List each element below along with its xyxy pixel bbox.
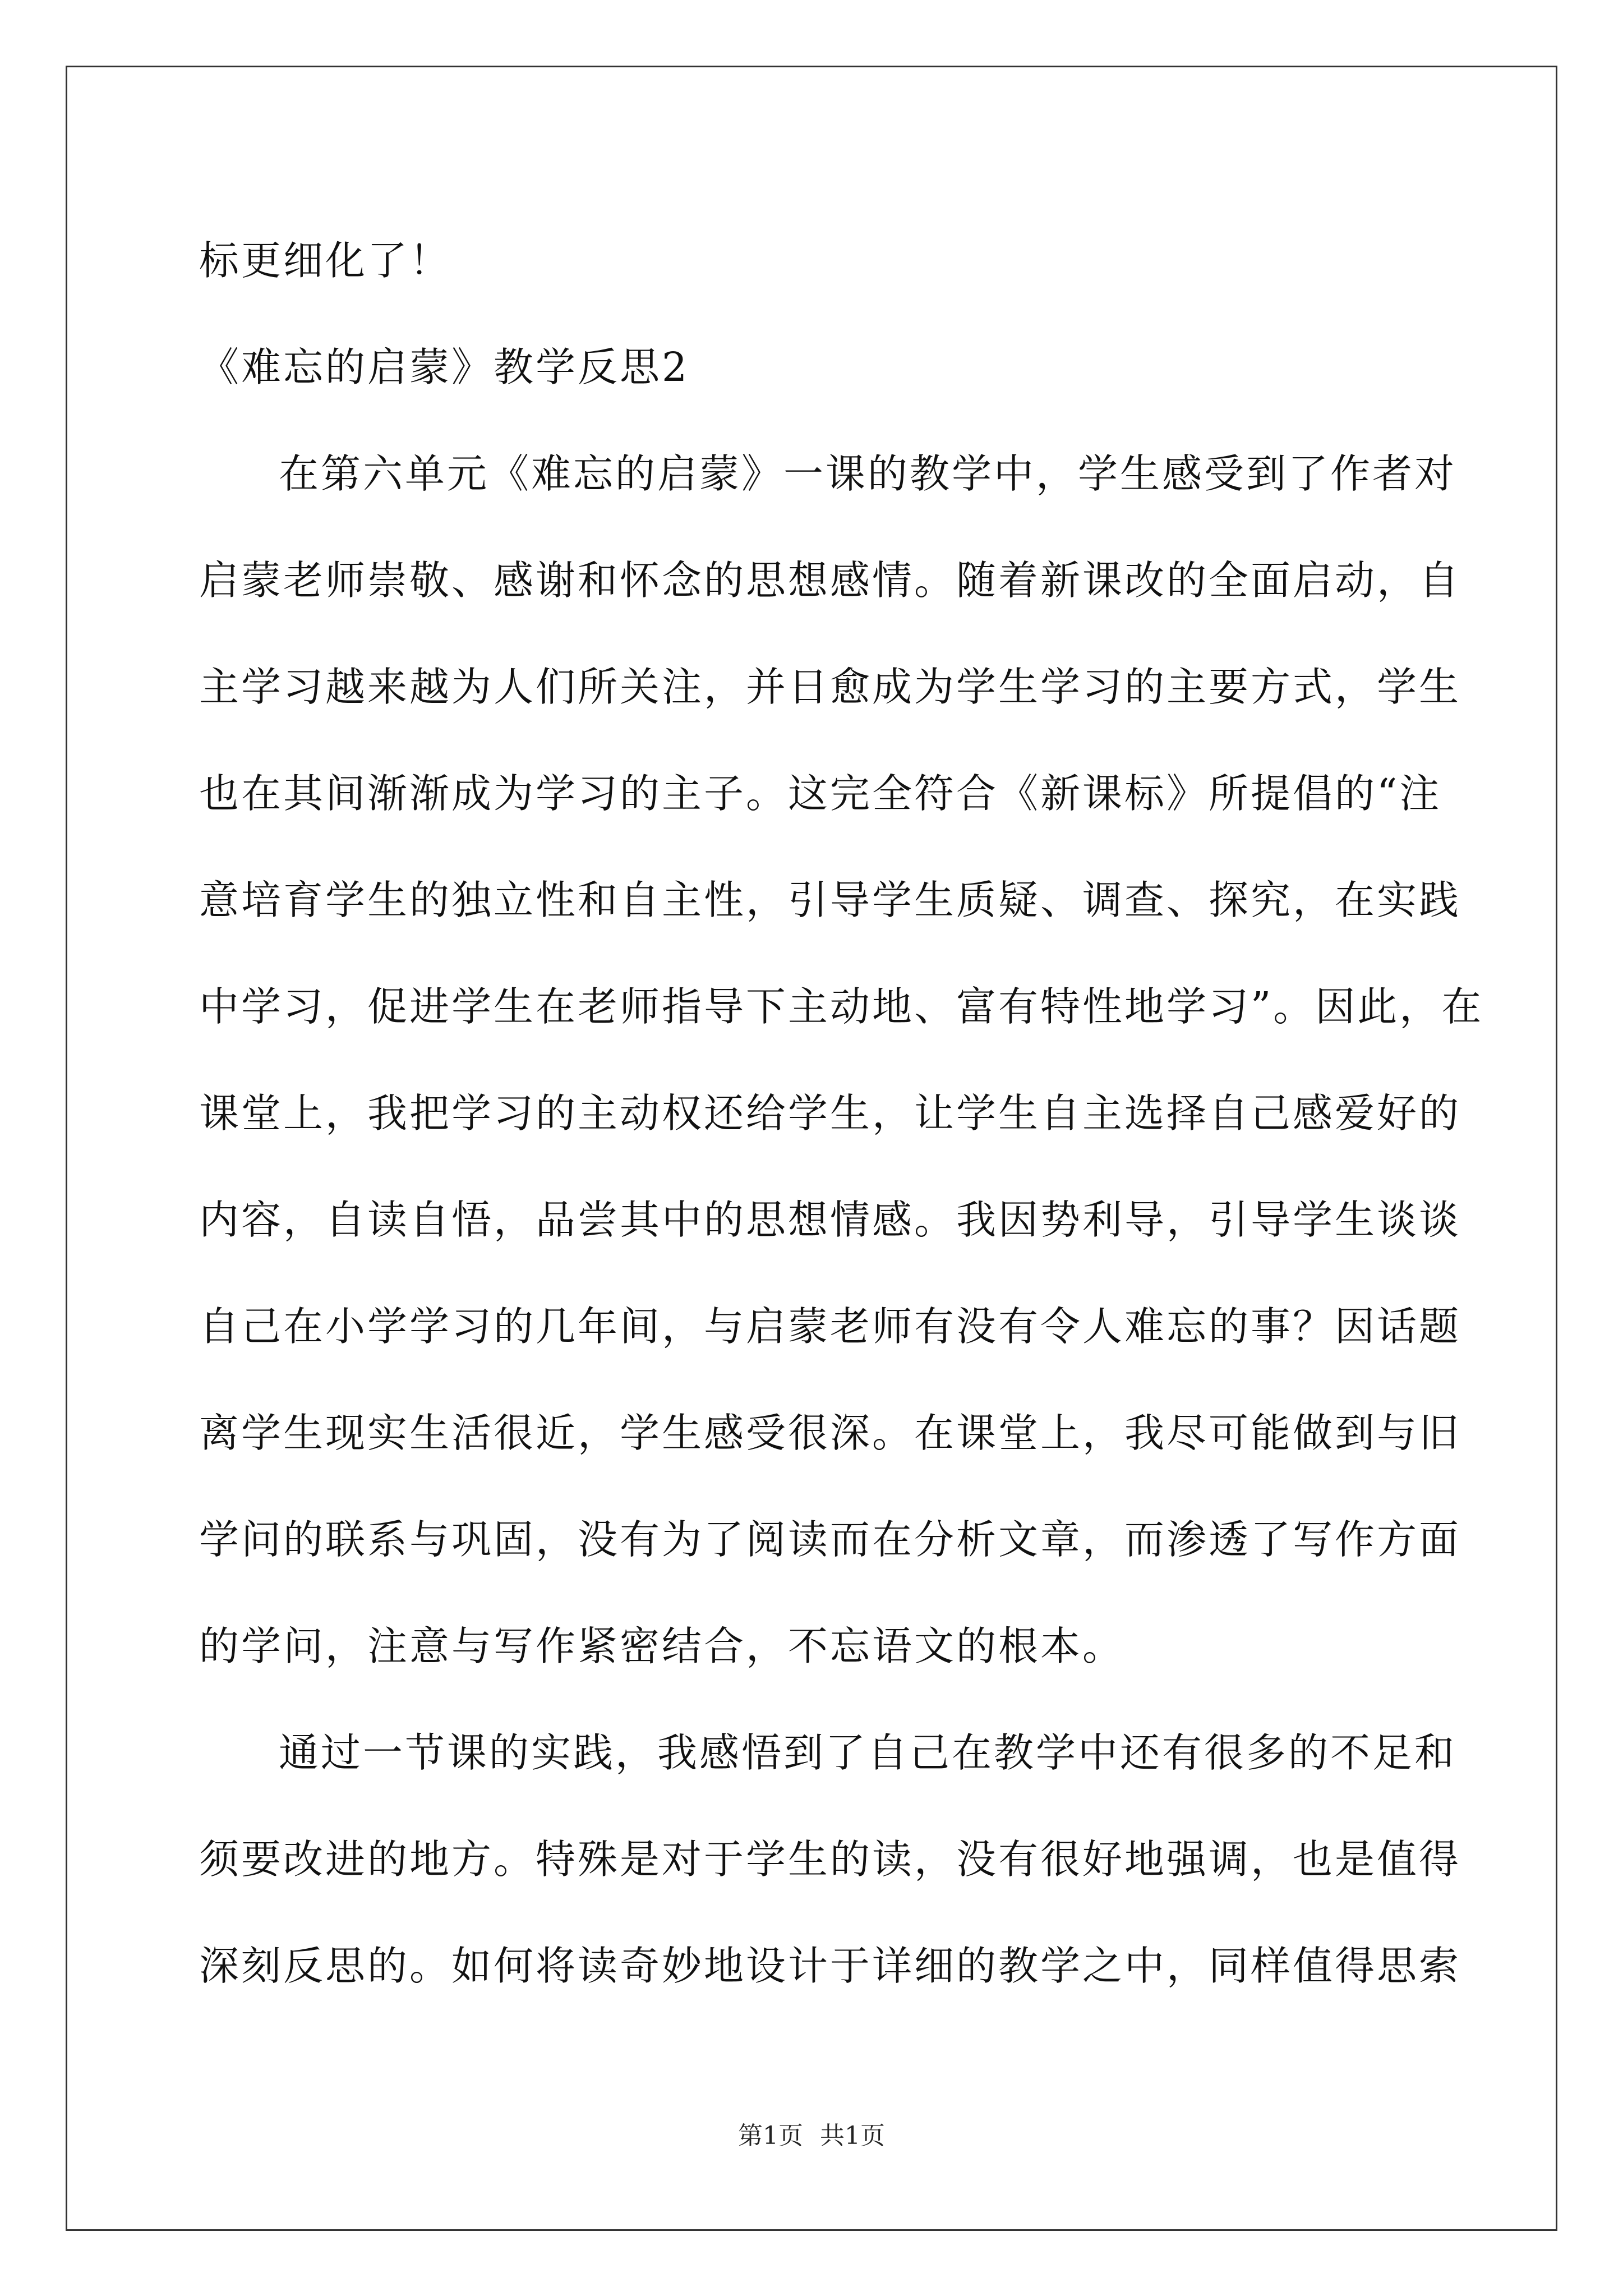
text-line: 主学习越来越为人们所关注，并日愈成为学生学习的主要方式，学生 <box>199 664 1461 710</box>
text-line: 自己在小学学习的几年间，与启蒙老师有没有令人难忘的事？因话题 <box>199 1303 1461 1350</box>
page-total: 共1页 <box>820 2122 885 2150</box>
text-line: 课堂上，我把学习的主动权还给学生，让学生自主选择自己感爱好的 <box>199 1090 1461 1137</box>
text-line: 深刻反思的。如何将读奇妙地设计于详细的教学之中，同样值得思索 <box>199 1943 1461 1989</box>
text-line: 在第六单元《难忘的启蒙》一课的教学中，学生感受到了作者对 <box>279 450 1457 497</box>
text-line: 标更细化了！ <box>199 237 452 284</box>
text-line: 学问的联系与巩固，没有为了阅读而在分析文章，而渗透了写作方面 <box>199 1516 1461 1563</box>
text-line: 离学生现实生活很近，学生感受很深。在课堂上，我尽可能做到与旧 <box>199 1410 1461 1456</box>
text-line: 也在其间渐渐成为学习的主子。这完全符合《新课标》所提倡的“注 <box>199 770 1442 817</box>
text-line: 内容，自读自悟，品尝其中的思想情感。我因势利导，引导学生谈谈 <box>199 1197 1461 1243</box>
document-body <box>199 208 1484 2019</box>
text-line: 启蒙老师崇敬、感谢和怀念的思想感情。随着新课改的全面启动，自 <box>199 557 1461 604</box>
text-line: 中学习，促进学生在老师指导下主动地、富有特性地学习”。因此，在 <box>199 983 1484 1030</box>
page-number: 第1页 <box>738 2122 803 2150</box>
text-line: 意培育学生的独立性和自主性，引导学生质疑、调查、探究，在实践 <box>199 877 1461 923</box>
text-line: 通过一节课的实践，我感悟到了自己在教学中还有很多的不足和 <box>279 1729 1457 1776</box>
text-line: 的学问，注意与写作紧密结合，不忘语文的根本。 <box>199 1623 1125 1669</box>
text-line: 须要改进的地方。特殊是对于学生的读，没有很好地强调，也是值得 <box>199 1836 1461 1883</box>
section-title: 《难忘的启蒙》教学反思2 <box>199 344 690 390</box>
page-footer <box>0 2119 1623 2153</box>
